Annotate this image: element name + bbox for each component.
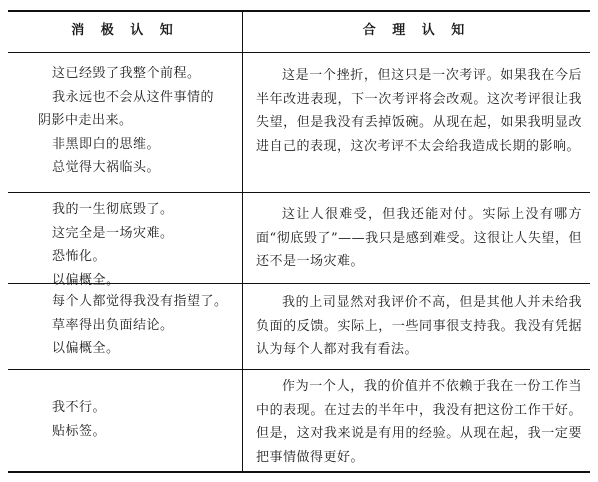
row-1-negative-line: 非黑即白的思维。 <box>52 136 161 152</box>
row-2-negative-line: 这完全是一场灾难。 <box>52 225 174 241</box>
row-1-negative-line: 我永远也不会从这件事情的 <box>52 89 215 105</box>
row-3-negative-cell <box>38 290 242 361</box>
row-3-negative-line: 每个人都觉得我没有指望了。 <box>52 294 228 309</box>
row-3-negative-line: 草率得出负面结论。 <box>52 317 174 333</box>
row-1-negative-line: 总觉得大祸临头。 <box>52 160 161 175</box>
column-divider <box>242 10 243 472</box>
row-1-negative-cell <box>38 62 242 180</box>
row-2-negative-line: 恐怖化。 <box>52 249 107 264</box>
row-4-rational-cell: 作为一个人，我的价值并不依赖于我在一份工作当中的表现。在过去的半年中，我没有把这份工作干好。但是，这对我来说是有用的经验。从现在起，我一定要把事情做得更好。 <box>256 379 582 465</box>
row-4-negative-cell <box>38 396 242 443</box>
row-1-negative-line: 这已经毁了我整个前程。 <box>52 66 201 81</box>
table-bottom-rule <box>8 471 590 473</box>
row-divider-3 <box>8 369 590 370</box>
header-negative-cognition: 消 极 认 知 <box>71 23 179 38</box>
row-1-negative-line: 阴影中走出来。 <box>38 113 133 128</box>
row-3-rational-cell: 我的上司显然对我评价不高，但是其他人并未给我负面的反馈。实际上，一些同事很支持我。我没有凭据认为每个人都对我有看法。 <box>256 295 582 357</box>
row-2-negative-line: 以偏概全。 <box>52 272 120 288</box>
header-rational-cognition: 合 理 认 知 <box>362 23 471 38</box>
row-2-negative-cell <box>38 198 242 292</box>
row-4-negative-line: 贴标签。 <box>52 423 107 439</box>
row-3-negative-line: 以偏概全。 <box>52 341 120 356</box>
row-divider-1 <box>8 192 590 193</box>
row-2-rational-cell: 这让人很难受，但我还能对付。实际上没有哪方面“彻底毁了”——我只是感到难受。这很让人失望，但还不是一场灾难。 <box>256 207 582 269</box>
row-2-negative-line: 我的一生彻底毁了。 <box>52 202 174 217</box>
row-4-negative-line: 我不行。 <box>52 400 107 415</box>
header-rule <box>8 52 590 53</box>
row-1-rational-cell: 这是一个挫折，但这只是一次考评。如果我在今后半年改进表现，下一次考评将会改观。这次考评很让我失望，但是我没有丢掉饭碗。从现在起，如果我明显改进自己的表现，这次考评不太会给我造成长期的影响。 <box>256 68 582 154</box>
